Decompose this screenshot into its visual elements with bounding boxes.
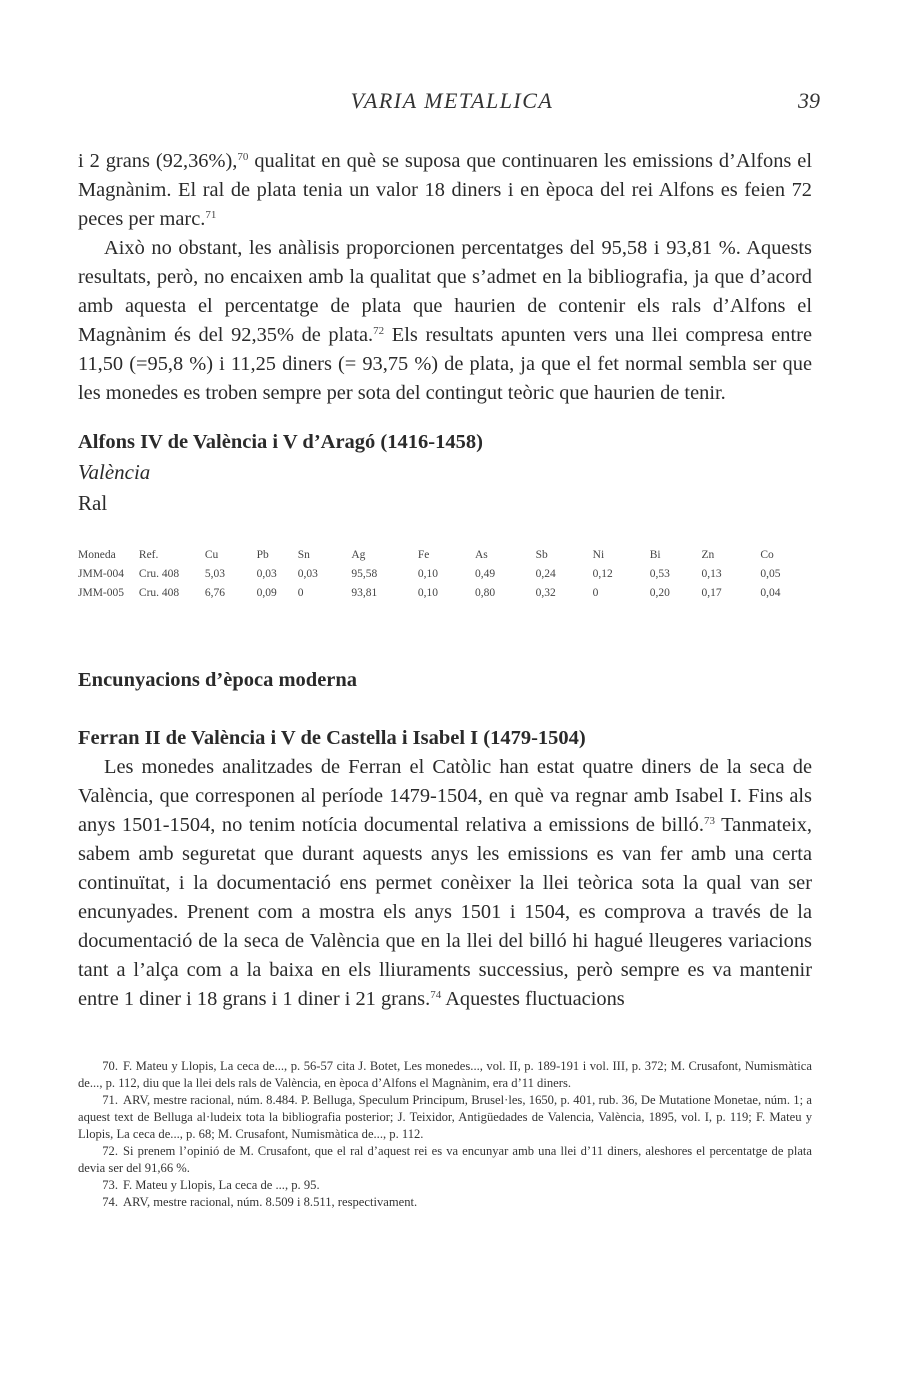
paragraph-2 [78,234,812,408]
column-header: Sn [297,548,310,561]
paragraph-3-text-b: Tanmateix, sabem amb seguretat que durant aquests anys les emissions es van fer amb una certa continuïtat, i la documentació ens permet conèixer la llei teòrica sota la qual van ser encunyades. Prenent com a mostra els anys 1501 i 1504, es comprova a través de la documentació de la seca de València que en la llei del billó hi hagué lleugeres variacions tant a l’alça com a la baixa en els lliuraments successius, però sempre es va mantenir entre 1 diner i 18 grans i 1 diner i 21 grans. [78,814,812,1010]
footnote-number: 72. [102,1144,118,1158]
footnote-text: F. Mateu y Llopis, La ceca de ..., p. 95. [123,1178,320,1192]
footnote-ref-74[interactable]: 74 [430,989,442,1001]
table-cell: 0,53 [649,567,670,580]
paragraph-3-text-c: Aquestes fluctuacions [441,988,625,1010]
column-header: Pb [256,548,269,561]
main-text [78,147,812,1211]
column-header: Ref. [138,548,159,561]
table-cell: JMM-005 [78,586,125,599]
footnote-74 [78,1194,812,1211]
table-cell: JMM-004 [78,567,125,580]
footnote-number: 70. [102,1059,118,1073]
column-header: Zn [701,548,715,561]
table-cell: 0,17 [701,586,722,599]
table-cell: 0,13 [701,567,722,580]
footnote-text: ARV, mestre racional, núm. 8.484. P. Belluga, Speculum Principum, Brusel·les, 1650, p. 401, rub. 36, De Mutatione Monetae, núm. 1; a aquest text de Belluga al·ludeix tota la bibliografia posterior; J. Teixidor, Antigüedades de Valencia, València, 1895, vol. I, p. 119; F. Mateu y Llopis, La ceca de..., p. 68; M. Crusafont, Numismàtica de..., p. 112. [78,1093,812,1141]
paragraph-1 [78,147,812,234]
footnote-ref-72[interactable]: 72 [373,325,385,337]
footnote-72 [78,1143,812,1177]
table-cell: 0,10 [417,586,439,599]
table-cell: Cru. 408 [138,567,180,580]
section-heading-alfons: Alfons IV de València i V d’Aragó (1416-1458) [78,431,483,453]
column-header: Sb [535,548,548,561]
table-cell: Cru. 408 [138,586,180,599]
column-header: Fe [417,548,430,561]
table-cell: 0 [592,586,599,599]
mint-label: València [78,460,151,484]
column-header: Co [760,548,774,561]
table-cell: 0,12 [592,567,613,580]
footnote-ref-70[interactable]: 70 [237,151,249,163]
running-head [0,88,904,118]
paragraph-2-text-a: Això no obstant, les anàlisis proporcionen percentatges del 95,58 i 93,81 %. Aquests resultats, però, no encaixen amb la qualitat que s’admet en la bibliografia, ja que d’acord amb aquesta el percentatge de plata que haurien de contenir els rals d’Alfons el Magnànim és del 92,35% de plata. [78,237,812,346]
table-cell: 5,03 [204,567,225,580]
table-cell: 0,80 [474,586,496,599]
footnote-text: Si prenem l’opinió de M. Crusafont, que el ral d’aquest rei es va encunyar amb una llei d’11 diners, aleshores el percentatge de plata devia ser del 91,66 %. [78,1144,812,1175]
footnote-text: ARV, mestre racional, núm. 8.509 i 8.511, respectivament. [123,1195,418,1209]
table-cell: 0,49 [474,567,496,580]
table-cell: 6,76 [204,586,225,599]
column-header: Cu [204,548,219,561]
paragraph-1-text-b: qualitat en què se suposa que continuaren les emissions d’Alfons el Magnànim. El ral de plata tenia un valor 18 diners i en època del rei Alfons es feien 72 peces per marc. [78,150,813,230]
table-cell: 0,03 [256,567,277,580]
table-cell: 0,05 [760,567,781,580]
table-cell: 0 [297,586,304,599]
running-title: VARIA METALLICA [350,88,554,113]
coin-type-label: Ral [78,491,108,515]
section-heading-ferran: Ferran II de València i V de Castella i Isabel I (1479-1504) [78,727,586,749]
metal-analysis-table [78,545,814,602]
paragraph-3-text-a: Les monedes analitzades de Ferran el Catòlic han estat quatre diners de la seca de València, que corresponen al període 1479-1504, en què va regnar amb Isabel I. Fins als anys 1501-1504, no tenim notícia documental relativa a emissions de billó. [78,756,812,836]
column-header: As [474,548,488,561]
column-header: Moneda [78,548,116,561]
paragraph-3 [78,753,812,1014]
column-header: Bi [649,548,661,561]
table-cell: 95,58 [351,567,378,580]
footnote-text: F. Mateu y Llopis, La ceca de..., p. 56-57 cita J. Botet, Les monedes..., vol. II, p. 189-191 i vol. III, p. 372; M. Crusafont, Numismàtica de..., p. 112, diu que la llei dels rals de València, en època d’Alfons el Magnànim, era d’11 diners. [78,1059,812,1090]
footnote-ref-73[interactable]: 73 [703,815,715,827]
footnote-ref-71[interactable]: 71 [205,209,217,221]
footnote-71 [78,1092,812,1143]
footnote-70 [78,1058,812,1092]
section-heading-modern: Encunyacions d’època moderna [78,669,358,691]
footnote-number: 74. [102,1195,118,1209]
table-cell: 0,04 [760,586,781,599]
table-cell: 93,81 [351,586,378,599]
table-row [78,583,814,602]
column-header: Ni [592,548,605,561]
table-cell: 0,09 [256,586,277,599]
footnote-73 [78,1177,812,1194]
footnotes [78,1058,812,1211]
table-header-row [78,545,814,564]
footnote-number: 73. [102,1178,118,1192]
footnote-number: 71. [102,1093,118,1107]
table-cell: 0,24 [535,567,556,580]
table-cell: 0,10 [417,567,439,580]
paragraph-1-text-a: i 2 grans (92,36%), [78,150,238,172]
table-cell: 0,20 [649,586,670,599]
table-cell: 0,03 [297,567,318,580]
paragraph-2-text-b: Els resultats apunten vers una llei compresa entre 11,50 (=95,8 %) i 11,25 diners (= 93,75 %) de plata, ja que el fet normal sembla ser que les monedes es troben sempre per sota del contingut teòric que haurien de tenir. [78,324,812,404]
table-row [78,564,814,583]
page-number: 39 [798,88,820,113]
column-header: Ag [351,548,366,561]
table-cell: 0,32 [535,586,556,599]
